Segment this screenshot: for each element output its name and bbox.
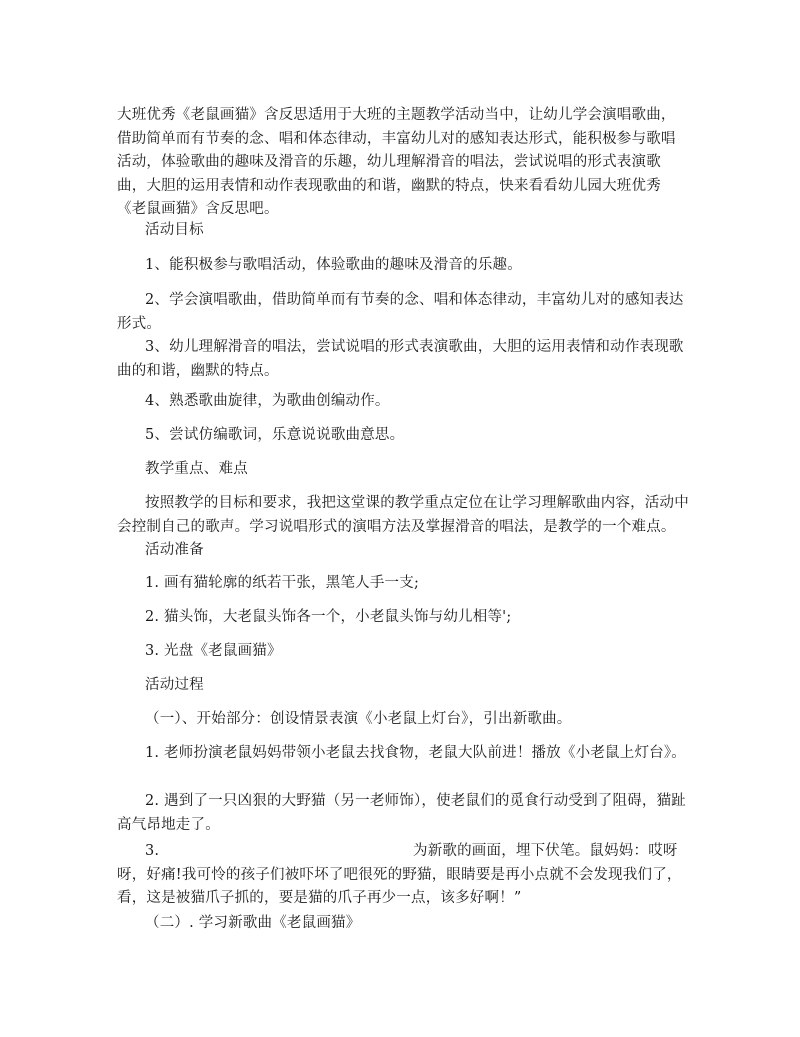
intro-paragraph: 大班优秀《老鼠画猫》含反思适用于大班的主题教学活动当中，让幼儿学会演唱歌曲，借助简单而有节奏的念、唱和体态律动，丰富幼儿对的感知表达形式，能积极参与歌唱活动，体验歌曲的趣味及滑音的乐趣，幼儿理解滑音的唱法，尝试说唱的形式表演歌曲，大胆的运用表情和动作表现歌曲的和谐，幽默的特点，快来看看幼儿园大班优秀《老鼠画猫》含反思吧。 xyxy=(117,107,676,217)
heading-activity-goals: 活动目标 xyxy=(145,222,204,238)
goal-3: 3、幼儿理解滑音的唱法，尝试说唱的形式表演歌曲，大胆的运用表情和动作表现歌曲的和谐，幽默的特点。 xyxy=(117,339,684,379)
process-part-2: （二）. 学习新歌曲《老鼠画猫》 xyxy=(145,915,361,931)
process-step-3-text: 为新歌的画面，埋下伏笔。鼠妈妈：哎呀呀，好痛!我可怜的孩子们被吓坏了吧很死的野猫，眼睛要是再小点就不会发现我们了，看，这是被猫爪子抓的，要是猫的爪子再少一点，该多好啊！” xyxy=(117,843,682,906)
goal-2: 2、学会演唱歌曲，借助简单而有节奏的念、唱和体态律动，丰富幼儿对的感知表达形式。 xyxy=(117,292,684,332)
goal-1: 1、能积极参与歌唱活动，体验歌曲的趣味及滑音的乐趣。 xyxy=(145,257,522,273)
heading-key-points: 教学重点、难点 xyxy=(145,461,248,477)
process-part-1: （一）、开始部分：创设情景表演《小老鼠上灯台》，引出新歌曲。 xyxy=(145,711,572,727)
heading-preparation: 活动准备 xyxy=(145,542,204,558)
prep-3: 3. 光盘《老鼠画猫》 xyxy=(145,643,282,659)
prep-1: 1. 画有猫轮廓的纸若干张，黑笔人手一支; xyxy=(145,575,420,591)
prep-2: 2. 猫头饰，大老鼠头饰各一个，小老鼠头饰与幼儿相等'; xyxy=(145,609,512,625)
heading-process: 活动过程 xyxy=(145,677,204,693)
goal-5: 5、尝试仿编歌词，乐意说说歌曲意思。 xyxy=(145,427,405,443)
process-step-1: 1. 老师扮演老鼠妈妈带领小老鼠去找食物，老鼠大队前进！播放《小老鼠上灯台》。 xyxy=(145,745,686,761)
goal-4: 4、熟悉歌曲旋律，为歌曲创编动作。 xyxy=(145,393,390,409)
process-step-3-number: 3. xyxy=(145,843,160,859)
process-step-2: 2. 遇到了一只凶狠的大野猫（另一老师饰），使老鼠们的觅食行动受到了阻碍，猫趾高气昂地走了。 xyxy=(117,793,686,833)
key-points-paragraph: 按照教学的目标和要求，我把这堂课的教学重点定位在让学习理解歌曲内容，活动中会控制自己的歌声。学习说唱形式的演唱方法及掌握滑音的唱法，是教学的一个难点。 xyxy=(117,495,689,535)
